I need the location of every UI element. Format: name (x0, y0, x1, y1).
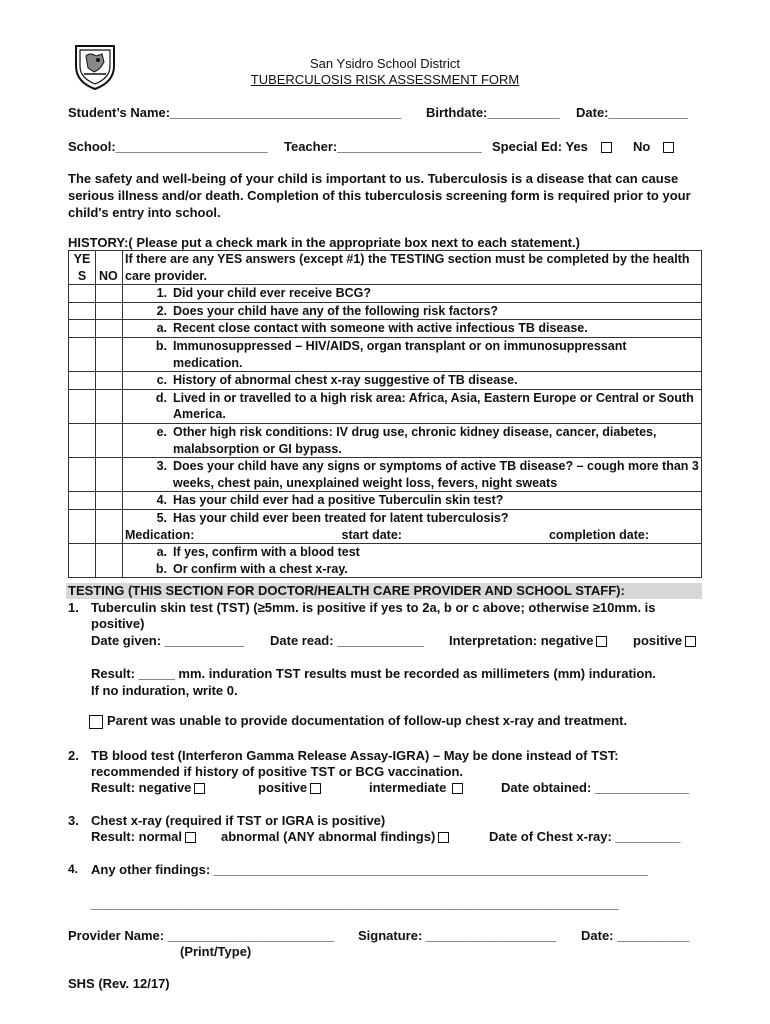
completion-date-field[interactable]: completion date: (548, 527, 649, 542)
table-row: a. If yes, confirm with a blood test b. Or confirm with a chest x-ray. (69, 544, 702, 578)
no-cell[interactable] (96, 320, 123, 338)
yes-cell[interactable] (69, 544, 96, 578)
special-ed-no-checkbox[interactable] (663, 142, 674, 153)
interp-negative: Interpretation: negative (449, 633, 607, 648)
student-name-field[interactable]: Student’s Name:________________________________ (68, 105, 402, 120)
yes-cell[interactable] (69, 372, 96, 390)
form-revision: SHS (Rev. 12/17) (68, 976, 170, 991)
tst-result-note: If no induration, write 0. (91, 683, 238, 698)
intro-paragraph: The safety and well-being of your child is important to us. Tuberculosis is a disease that can cause serious illness and/or death. Completion of this tuberculosis screening form is required prior to your child's entry into school. (68, 171, 691, 220)
yes-cell[interactable] (69, 389, 96, 423)
yes-cell[interactable] (69, 285, 96, 303)
igra-negative-checkbox[interactable] (194, 783, 205, 794)
history-title: HISTORY:( Please put a check mark in the appropriate box next to each statement.) (68, 235, 580, 250)
district-name: San Ysidro School District (309, 56, 461, 71)
testing-section-header: TESTING (THIS SECTION FOR DOCTOR/HEALTH CARE PROVIDER AND SCHOOL STAFF): (66, 583, 702, 599)
special-ed-no (633, 139, 674, 154)
yes-cell[interactable] (69, 509, 96, 543)
history-note: If there are any YES answers (except #1) the TESTING section must be completed by the health care provider. (123, 251, 702, 285)
table-row: 3. Does your child have any signs or symptoms of active TB disease? – cough more than 3 weeks, chest pain, unexplained weight loss, fevers, night sweats (69, 458, 702, 492)
igra-positive-checkbox[interactable] (310, 783, 321, 794)
table-header-row (69, 251, 702, 285)
form-title: TUBERCULOSIS RISK ASSESSMENT FORM (250, 72, 520, 87)
igra-intermediate-checkbox[interactable] (452, 783, 463, 794)
tst-description-cont: positive) (91, 616, 145, 631)
print-type-label: (Print/Type) (180, 944, 252, 959)
igra-description-cont: recommended if history of positive TST or BCG vaccination. (91, 764, 464, 779)
other-number: 4. (68, 862, 79, 876)
date-field[interactable]: Date:___________ (576, 105, 689, 120)
special-ed-label: Special Ed: Yes (492, 139, 588, 154)
history-table (68, 250, 702, 578)
table-row: 4. Has your child ever had a positive Tuberculin skin test? (69, 492, 702, 510)
yes-cell[interactable] (69, 492, 96, 510)
date-read-field[interactable]: Date read: ____________ (270, 633, 424, 648)
special-ed-yes-checkbox[interactable] (601, 142, 612, 153)
table-row: b. Immunosuppressed – HIV/AIDS, organ transplant or on immunosuppressant medication. (69, 337, 702, 371)
table-row: a. Recent close contact with someone with active infectious TB disease. (69, 320, 702, 338)
table-row: e. Other high risk conditions: IV drug use, chronic kidney disease, cancer, diabetes, malabsorption or GI bypass. (69, 423, 702, 457)
no-cell[interactable] (96, 492, 123, 510)
igra-negative: Result: negative (91, 780, 205, 795)
yes-cell[interactable] (69, 337, 96, 371)
medication-line (125, 527, 699, 544)
other-findings-field[interactable]: Any other findings: ____________________________________________________________ (91, 862, 648, 877)
provider-signature-field[interactable]: Signature: __________________ (358, 928, 557, 943)
other-findings-line2[interactable]: _________________________________________________________________________ (91, 896, 619, 911)
yes-column-header: YE S (69, 251, 96, 285)
no-cell[interactable] (96, 285, 123, 303)
yes-cell[interactable] (69, 302, 96, 320)
yes-cell[interactable] (69, 423, 96, 457)
no-cell[interactable] (96, 423, 123, 457)
teacher-field[interactable]: Teacher:____________________ (284, 139, 482, 154)
interp-positive: positive (633, 633, 696, 648)
no-cell[interactable] (96, 544, 123, 578)
special-ed-no-label: No (633, 139, 651, 154)
no-cell[interactable] (96, 337, 123, 371)
xray-abnormal-checkbox[interactable] (438, 832, 449, 843)
special-ed-yes (492, 139, 612, 154)
table-row: 2. Does your child have any of the following risk factors? (69, 302, 702, 320)
tst-positive-checkbox[interactable] (685, 636, 696, 647)
parent-documentation: Parent was unable to provide documentation of follow-up chest x-ray and treatment. (89, 713, 627, 729)
xray-description: Chest x-ray (required if TST or IGRA is positive) (91, 813, 386, 828)
yes-cell[interactable] (69, 320, 96, 338)
school-field[interactable]: School:_____________________ (68, 139, 268, 154)
igra-number: 2. (68, 748, 79, 763)
provider-name-field[interactable]: Provider Name: _______________________ (68, 928, 334, 943)
medication-field[interactable]: Medication: (125, 527, 195, 542)
tst-number: 1. (68, 600, 79, 615)
xray-normal-checkbox[interactable] (185, 832, 196, 843)
no-column-header: NO (96, 251, 123, 285)
parent-documentation-checkbox[interactable] (89, 715, 103, 729)
igra-positive: positive (258, 780, 321, 795)
start-date-field[interactable]: start date: (341, 527, 402, 542)
no-cell[interactable] (96, 389, 123, 423)
igra-intermediate: intermediate (369, 780, 463, 795)
no-cell[interactable] (96, 509, 123, 543)
tst-result-field[interactable]: Result: _____ mm. induration TST results must be recorded as millimeters (mm) induration. (91, 666, 656, 681)
date-given-field[interactable]: Date given: ___________ (91, 633, 245, 648)
table-row: 1. Did your child ever receive BCG? (69, 285, 702, 303)
igra-description: TB blood test (Interferon Gamma Release Assay-IGRA) – May be done instead of TST: (91, 748, 619, 763)
tst-negative-checkbox[interactable] (596, 636, 607, 647)
birthdate-field[interactable]: Birthdate:__________ (426, 105, 560, 120)
xray-normal: Result: normal (91, 829, 196, 844)
provider-date-field[interactable]: Date: __________ (581, 928, 690, 943)
xray-number: 3. (68, 813, 79, 828)
table-row: c. History of abnormal chest x-ray suggestive of TB disease. (69, 372, 702, 390)
xray-date-field[interactable]: Date of Chest x-ray: _________ (489, 829, 681, 844)
tst-description: Tuberculin skin test (TST) (≥5mm. is positive if yes to 2a, b or c above; otherwise ≥10mm. is (91, 600, 656, 615)
no-cell[interactable] (96, 372, 123, 390)
igra-date-field[interactable]: Date obtained: _____________ (501, 780, 689, 795)
xray-abnormal: abnormal (ANY abnormal findings) (221, 829, 449, 844)
table-row: 5. Has your child ever been treated for latent tuberculosis? Medication: start date: completion date: (69, 509, 702, 543)
no-cell[interactable] (96, 302, 123, 320)
table-row: d. Lived in or travelled to a high risk area: Africa, Asia, Eastern Europe or Central or South America. (69, 389, 702, 423)
yes-cell[interactable] (69, 458, 96, 492)
no-cell[interactable] (96, 458, 123, 492)
